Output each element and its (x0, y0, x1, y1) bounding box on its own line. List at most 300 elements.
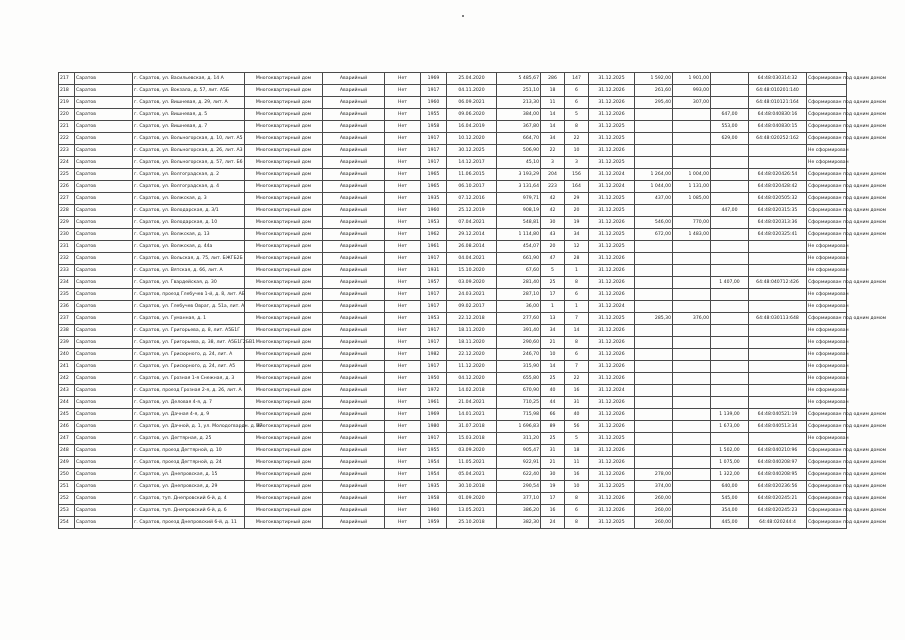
cell-num: 239 (59, 337, 75, 349)
cell-amount1 (635, 409, 673, 421)
cell-flag: Нет (385, 457, 421, 469)
cell-date: 29.12.2014 (447, 229, 497, 241)
cell-address: г. Саратов, туп. Днепровский 6-й, д. 6 (133, 505, 245, 517)
cell-status: Не сформирован (807, 337, 847, 349)
cell-count2: 7 (565, 361, 589, 373)
cell-count2: 56 (565, 421, 589, 433)
cell-amount1 (635, 433, 673, 445)
cell-count2: 7 (565, 313, 589, 325)
cell-count1: 11 (541, 97, 565, 109)
cell-date: 15.03.2018 (447, 433, 497, 445)
cell-count2: 6 (565, 85, 589, 97)
cell-year: 1972 (421, 385, 447, 397)
cell-amount2 (673, 409, 711, 421)
cell-cadastral (749, 145, 807, 157)
cell-count2: 10 (565, 481, 589, 493)
cell-count1: 223 (541, 181, 565, 193)
cell-amount2 (673, 145, 711, 157)
cell-date: 03.09.2020 (447, 277, 497, 289)
cell-status: Не сформирован (807, 433, 847, 445)
cell-address: г. Саратов, ул. Грисюрного, д. 24, лит. А (133, 349, 245, 361)
cell-state: Аварийный (323, 517, 385, 529)
cell-deadline1: 31.12.2026 (589, 253, 635, 265)
cell-area: 1 114,80 (497, 229, 541, 241)
cell-state: Аварийный (323, 109, 385, 121)
cell-deadline1: 31.12.2026 (589, 97, 635, 109)
cell-flag: Нет (385, 469, 421, 481)
cell-address: г. Саратов, ул. Вольногорская, д. 10, лит. А5 (133, 133, 245, 145)
cell-num: 238 (59, 325, 75, 337)
cell-year: 1935 (421, 193, 447, 205)
cell-status: Сформирован под одним домом (807, 517, 847, 529)
cell-address: г. Саратов, ул. Вишневая, д. 29, лит. А (133, 97, 245, 109)
cell-amount2 (673, 397, 711, 409)
cell-status: Сформирован под одним домом (807, 217, 847, 229)
cell-count1: 40 (541, 385, 565, 397)
cell-cadastral (749, 397, 807, 409)
cell-city: Саратов (75, 481, 133, 493)
cell-address: г. Саратов, ул. Вишневая, д. 5 (133, 109, 245, 121)
cell-address: г. Саратов, ул. Дачная 4-я, д. 9 (133, 409, 245, 421)
cell-year: 1960 (421, 97, 447, 109)
cell-status: Сформирован под одним домом (807, 133, 847, 145)
cell-city: Саратов (75, 241, 133, 253)
cell-building-type: Многоквартирный дом (245, 433, 323, 445)
table-row (59, 277, 847, 289)
cell-count1: 16 (541, 505, 565, 517)
cell-amount1 (635, 361, 673, 373)
cell-address: г. Саратов, ул. Волжская, д. 44а (133, 241, 245, 253)
table-row (59, 181, 847, 193)
cell-address: г. Саратов, ул. Глебучев Овраг, д. 51а, лит. А (133, 301, 245, 313)
cell-date: 15.10.2020 (447, 265, 497, 277)
cell-amount2: 1 131,00 (673, 181, 711, 193)
table-row (59, 253, 847, 265)
cell-address: г. Саратов, проезд Грозная 2-я, д. 26, лит. А (133, 385, 245, 397)
cell-address: г. Саратов, ул. Грисюрного, д. 24, лит. А5 (133, 361, 245, 373)
cell-count2: 5 (565, 109, 589, 121)
cell-building-type: Многоквартирный дом (245, 301, 323, 313)
cell-deadline1: 31.12.2025 (589, 229, 635, 241)
cell-num: 249 (59, 457, 75, 469)
cell-address: г. Саратов, ул. Вольская, д. 75, лит. БЖГБ2Б (133, 253, 245, 265)
cell-num: 242 (59, 373, 75, 385)
cell-status: Сформирован под одним домом (807, 481, 847, 493)
cell-amount1 (635, 373, 673, 385)
cell-year: 1917 (421, 337, 447, 349)
cell-flag: Нет (385, 109, 421, 121)
cell-flag: Нет (385, 217, 421, 229)
table-row (59, 289, 847, 301)
cell-state: Аварийный (323, 409, 385, 421)
cell-address: г. Саратов, ул. Дачной, д. 1, ул. Молодогвардн. д. 37 (133, 421, 245, 433)
cell-year: 1955 (421, 445, 447, 457)
cell-status: Не сформирован (807, 385, 847, 397)
cell-city: Саратов (75, 421, 133, 433)
cell-amount1: 374,00 (635, 481, 673, 493)
table-row (59, 433, 847, 445)
cell-count1: 34 (541, 133, 565, 145)
cell-year: 1917 (421, 289, 447, 301)
cell-cadastral (749, 253, 807, 265)
cell-state: Аварийный (323, 145, 385, 157)
cell-amount2 (673, 361, 711, 373)
cell-address: г. Саратов, ул. Дегтярная, д. 25 (133, 433, 245, 445)
cell-city: Саратов (75, 169, 133, 181)
cell-date: 25.12.2019 (447, 205, 497, 217)
cell-date: 14.01.2021 (447, 409, 497, 421)
cell-amount1: 285,30 (635, 313, 673, 325)
cell-status: Не сформирован (807, 349, 847, 361)
cell-deadline2 (711, 145, 749, 157)
cell-date: 13.05.2021 (447, 505, 497, 517)
cell-flag: Нет (385, 361, 421, 373)
cell-num: 252 (59, 493, 75, 505)
cell-area: 670,90 (497, 385, 541, 397)
cell-year: 1917 (421, 301, 447, 313)
cell-deadline2 (711, 73, 749, 85)
cell-city: Саратов (75, 301, 133, 313)
cell-flag: Нет (385, 205, 421, 217)
cell-building-type: Многоквартирный дом (245, 445, 323, 457)
cell-deadline1: 31.12.2025 (589, 193, 635, 205)
cell-cadastral: 64:48:010201:140 (749, 85, 807, 97)
cell-date: 04.04.2021 (447, 253, 497, 265)
cell-deadline2 (711, 301, 749, 313)
cell-area: 905,47 (497, 445, 541, 457)
cell-status: Сформирован под одним домом (807, 121, 847, 133)
cell-city: Саратов (75, 157, 133, 169)
cell-address: г. Саратов, ул. Володарская, д. 10 (133, 217, 245, 229)
cell-count2: 40 (565, 409, 589, 421)
cell-year: 1965 (421, 169, 447, 181)
cell-building-type: Многоквартирный дом (245, 385, 323, 397)
cell-cadastral: 64:48:020325:41 (749, 229, 807, 241)
cell-building-type: Многоквартирный дом (245, 265, 323, 277)
cell-area: 3 193,29 (497, 169, 541, 181)
table-row (59, 265, 847, 277)
cell-deadline2 (711, 361, 749, 373)
cell-deadline1: 31.12.2026 (589, 145, 635, 157)
cell-amount1 (635, 385, 673, 397)
table-row (59, 313, 847, 325)
cell-state: Аварийный (323, 265, 385, 277)
cell-amount1 (635, 457, 673, 469)
cell-num: 244 (59, 397, 75, 409)
cell-amount1 (635, 349, 673, 361)
cell-building-type: Многоквартирный дом (245, 181, 323, 193)
cell-area: 622,40 (497, 469, 541, 481)
cell-year: 1917 (421, 133, 447, 145)
cell-num: 217 (59, 73, 75, 85)
cell-status: Сформирован под одним домом (807, 97, 847, 109)
cell-year: 1917 (421, 361, 447, 373)
cell-state: Аварийный (323, 337, 385, 349)
cell-amount2 (673, 469, 711, 481)
cell-state: Аварийный (323, 229, 385, 241)
cell-year: 1958 (421, 493, 447, 505)
cell-area: 377,10 (497, 493, 541, 505)
cell-num: 233 (59, 265, 75, 277)
cell-state: Аварийный (323, 205, 385, 217)
cell-status: Сформирован под одним домом (807, 445, 847, 457)
cell-status: Сформирован под одним домом (807, 277, 847, 289)
cell-state: Аварийный (323, 373, 385, 385)
cell-count2: 19 (565, 217, 589, 229)
cell-year: 1959 (421, 517, 447, 529)
cell-state: Аварийный (323, 493, 385, 505)
cell-state: Аварийный (323, 445, 385, 457)
cell-count2: 12 (565, 241, 589, 253)
cell-count2: 14 (565, 325, 589, 337)
cell-count1: 89 (541, 421, 565, 433)
cell-count2: 28 (565, 253, 589, 265)
cell-building-type: Многоквартирный дом (245, 289, 323, 301)
table-row (59, 157, 847, 169)
cell-city: Саратов (75, 505, 133, 517)
cell-state: Аварийный (323, 121, 385, 133)
cell-area: 287,10 (497, 289, 541, 301)
cell-year: 1917 (421, 325, 447, 337)
cell-count1: 14 (541, 121, 565, 133)
cell-building-type: Многоквартирный дом (245, 337, 323, 349)
cell-count1: 47 (541, 253, 565, 265)
cell-deadline1: 31.12.2026 (589, 409, 635, 421)
cell-count2: 29 (565, 193, 589, 205)
cell-state: Аварийный (323, 277, 385, 289)
cell-count2: 11 (565, 457, 589, 469)
cell-deadline1: 31.12.2026 (589, 265, 635, 277)
cell-count1: 42 (541, 193, 565, 205)
cell-num: 247 (59, 433, 75, 445)
cell-deadline2 (711, 397, 749, 409)
cell-status: Не сформирован (807, 265, 847, 277)
cell-deadline1: 31.12.2026 (589, 217, 635, 229)
cell-count1: 3 (541, 157, 565, 169)
cell-deadline1: 31.12.2026 (589, 361, 635, 373)
cell-area: 3 131,64 (497, 181, 541, 193)
cell-count2: 6 (565, 97, 589, 109)
cell-date: 22.12.2020 (447, 349, 497, 361)
cell-deadline1: 31.12.2025 (589, 313, 635, 325)
cell-deadline1: 31.12.2026 (589, 337, 635, 349)
cell-num: 245 (59, 409, 75, 421)
cell-date: 04.12.2020 (447, 373, 497, 385)
cell-area: 1 696,83 (497, 421, 541, 433)
cell-deadline2: 1 139,00 (711, 409, 749, 421)
cell-deadline2: 545,00 (711, 493, 749, 505)
cell-count1: 24 (541, 517, 565, 529)
cell-date: 10.12.2020 (447, 133, 497, 145)
cell-num: 250 (59, 469, 75, 481)
cell-deadline1: 31.12.2024 (589, 169, 635, 181)
cell-count1: 66 (541, 409, 565, 421)
cell-building-type: Многоквартирный дом (245, 517, 323, 529)
cell-amount2 (673, 433, 711, 445)
cell-state: Аварийный (323, 97, 385, 109)
cell-amount1 (635, 145, 673, 157)
cell-address: г. Саратов, ул. Вишневая, д. 7 (133, 121, 245, 133)
cell-count2: 6 (565, 349, 589, 361)
cell-status: Не сформирован (807, 253, 847, 265)
cell-area: 290,60 (497, 337, 541, 349)
cell-num: 226 (59, 181, 75, 193)
cell-date: 05.04.2021 (447, 469, 497, 481)
cell-date: 30.10.2018 (447, 481, 497, 493)
cell-amount1: 437,00 (635, 193, 673, 205)
cell-amount1: 260,00 (635, 517, 673, 529)
cell-amount1: 1 592,00 (635, 73, 673, 85)
cell-building-type: Многоквартирный дом (245, 157, 323, 169)
cell-flag: Нет (385, 421, 421, 433)
table-row (59, 217, 847, 229)
cell-building-type: Многоквартирный дом (245, 313, 323, 325)
cell-date: 16.04.2019 (447, 121, 497, 133)
cell-city: Саратов (75, 469, 133, 481)
table-row (59, 241, 847, 253)
cell-date: 18.11.2020 (447, 337, 497, 349)
cell-flag: Нет (385, 253, 421, 265)
cell-year: 1917 (421, 85, 447, 97)
cell-deadline1: 31.12.2026 (589, 397, 635, 409)
cell-date: 31.07.2018 (447, 421, 497, 433)
cell-num: 236 (59, 301, 75, 313)
cell-amount1 (635, 301, 673, 313)
cell-year: 1917 (421, 253, 447, 265)
cell-count1: 25 (541, 433, 565, 445)
cell-cadastral (749, 349, 807, 361)
cell-city: Саратов (75, 97, 133, 109)
cell-count2: 22 (565, 373, 589, 385)
cell-flag: Нет (385, 409, 421, 421)
cell-flag: Нет (385, 169, 421, 181)
cell-flag: Нет (385, 181, 421, 193)
cell-deadline2 (711, 241, 749, 253)
table-row (59, 337, 847, 349)
cell-flag: Нет (385, 337, 421, 349)
cell-deadline2 (711, 181, 749, 193)
cell-deadline1: 31.12.2026 (589, 277, 635, 289)
cell-count1: 30 (541, 469, 565, 481)
table-row (59, 133, 847, 145)
cell-date: 06.09.2021 (447, 97, 497, 109)
cell-count1: 30 (541, 217, 565, 229)
cell-flag: Нет (385, 241, 421, 253)
cell-year: 1969 (421, 409, 447, 421)
cell-cadastral: 64:48:040830:16 (749, 109, 807, 121)
cell-amount2 (673, 445, 711, 457)
cell-amount1: 261,60 (635, 85, 673, 97)
cell-cadastral: 64:48:010121:164 (749, 97, 807, 109)
cell-building-type: Многоквартирный дом (245, 205, 323, 217)
cell-building-type: Многоквартирный дом (245, 409, 323, 421)
cell-state: Аварийный (323, 313, 385, 325)
cell-cadastral (749, 325, 807, 337)
cell-amount1 (635, 205, 673, 217)
cell-num: 235 (59, 289, 75, 301)
cell-year: 1961 (421, 241, 447, 253)
cell-city: Саратов (75, 181, 133, 193)
housing-registry-table (58, 72, 887, 529)
table-row (59, 505, 847, 517)
table-row (59, 301, 847, 313)
cell-address: г. Саратов, туп. Днепровский 6-й, д. 4 (133, 493, 245, 505)
cell-amount2 (673, 241, 711, 253)
cell-amount2: 993,00 (673, 85, 711, 97)
cell-amount2 (673, 373, 711, 385)
cell-amount1 (635, 157, 673, 169)
cell-amount2 (673, 205, 711, 217)
cell-area: 382,30 (497, 517, 541, 529)
cell-deadline1: 31.12.2024 (589, 385, 635, 397)
cell-city: Саратов (75, 337, 133, 349)
cell-address: г. Саратов, ул. Вокзала, д. 57, лит. А5Б (133, 85, 245, 97)
cell-date: 21.04.2021 (447, 397, 497, 409)
cell-building-type: Многоквартирный дом (245, 361, 323, 373)
cell-deadline1: 31.12.2025 (589, 205, 635, 217)
cell-amount1: 1 044,00 (635, 181, 673, 193)
cell-flag: Нет (385, 193, 421, 205)
cell-status: Не сформирован (807, 241, 847, 253)
cell-count1: 42 (541, 205, 565, 217)
cell-count1: 25 (541, 373, 565, 385)
cell-year: 1917 (421, 157, 447, 169)
cell-date: 26.08.2014 (447, 241, 497, 253)
cell-num: 228 (59, 205, 75, 217)
cell-amount2 (673, 325, 711, 337)
table-row (59, 97, 847, 109)
cell-deadline2: 1 502,00 (711, 445, 749, 457)
cell-city: Саратов (75, 325, 133, 337)
cell-deadline1: 31.12.2025 (589, 157, 635, 169)
cell-area: 251,10 (497, 85, 541, 97)
cell-area: 281,40 (497, 277, 541, 289)
cell-year: 1958 (421, 121, 447, 133)
cell-building-type: Многоквартирный дом (245, 241, 323, 253)
cell-cadastral: 64:48:040830:15 (749, 121, 807, 133)
cell-area: 922,91 (497, 457, 541, 469)
cell-address: г. Саратов, ул. Волжская, д. 13 (133, 229, 245, 241)
cell-cadastral: 64:48:040208:97 (749, 457, 807, 469)
cell-date: 06.10.2017 (447, 181, 497, 193)
cell-cadastral: 64:48:040210:96 (749, 445, 807, 457)
cell-count2: 18 (565, 445, 589, 457)
cell-num: 230 (59, 229, 75, 241)
cell-city: Саратов (75, 409, 133, 421)
cell-building-type: Многоквартирный дом (245, 229, 323, 241)
cell-num: 218 (59, 85, 75, 97)
cell-cadastral: 64:48:030113:648 (749, 313, 807, 325)
cell-amount1 (635, 241, 673, 253)
cell-num: 229 (59, 217, 75, 229)
cell-deadline1: 31.12.2025 (589, 433, 635, 445)
table-row (59, 109, 847, 121)
cell-date: 14.12.2017 (447, 157, 497, 169)
cell-deadline1: 31.12.2026 (589, 289, 635, 301)
cell-city: Саратов (75, 433, 133, 445)
cell-deadline2 (711, 433, 749, 445)
cell-city: Саратов (75, 145, 133, 157)
cell-area: 315,90 (497, 361, 541, 373)
cell-deadline1: 31.12.2026 (589, 325, 635, 337)
cell-address: г. Саратов, ул. Вольногорская, д. 26, лит. А3 (133, 145, 245, 157)
cell-building-type: Многоквартирный дом (245, 73, 323, 85)
cell-flag: Нет (385, 157, 421, 169)
cell-cadastral (749, 337, 807, 349)
cell-amount2 (673, 517, 711, 529)
cell-city: Саратов (75, 193, 133, 205)
cell-address: г. Саратов, ул. Деловая 4-я, д. 7 (133, 397, 245, 409)
